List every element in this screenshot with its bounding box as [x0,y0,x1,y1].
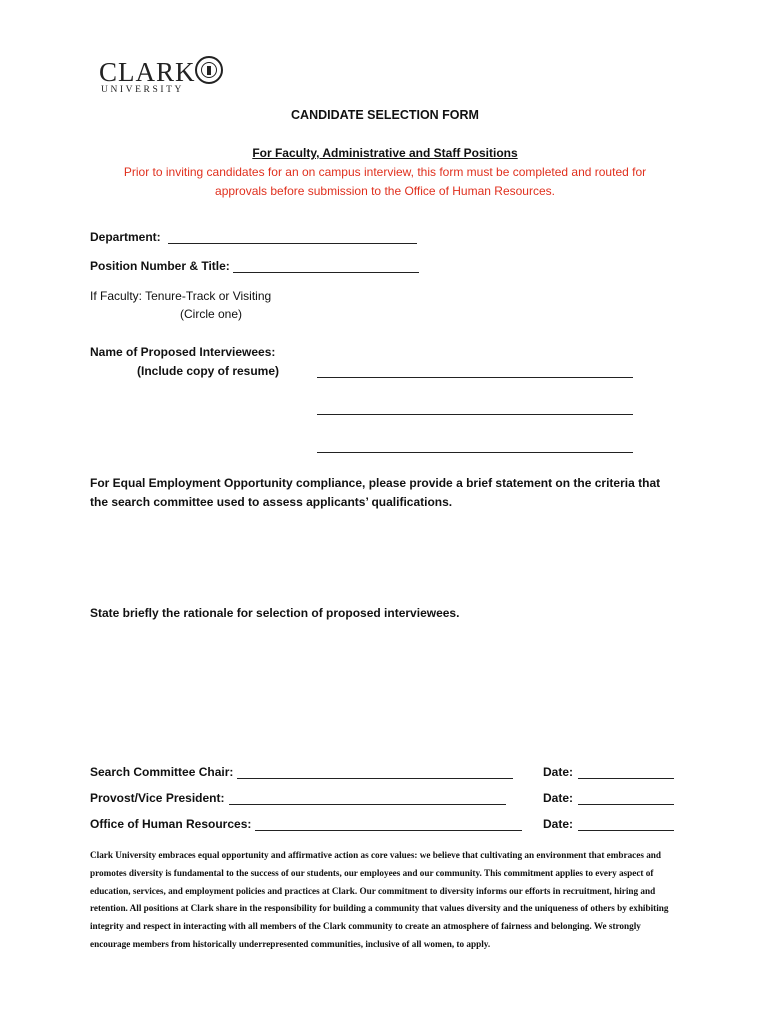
interviewee-field-2[interactable] [317,414,633,415]
provost-date-label: Date: [543,791,574,805]
hr-label: Office of Human Resources: [90,817,252,831]
routing-notice-line-1: Prior to inviting candidates for an on campus interview, this form must be completed and routed for [123,165,647,179]
logo-subtitle: UNIVERSITY [101,85,184,95]
chair-date-field[interactable] [578,778,674,779]
form-subtitle: For Faculty, Administrative and Staff Positions [252,146,518,160]
interviewee-field-3[interactable] [317,452,633,453]
diversity-statement: Clark University embraces equal opportunity and affirmative action as core values: we believe that cultivating an environment that embraces and promotes diversity is fundamental to the success of our students, our employees and our community. This commitment applies to every aspect of education, services, and employment policies and practices at Clark. Our commitment to diversity informs our efforts in recruitment, hiring and retention. All positions at Clark share in the responsibility for building a community that values diversity and the uniqueness of others by exhibiting integrity and respect in interacting with all members of the Clark community to create an atmosphere of fairness and belonging. We strongly encourage members from historically underrepresented communities, inclusive of all women, to apply. [90,850,669,949]
chair-signature-field[interactable] [237,778,513,779]
position-label: Position Number & Title: [90,259,230,273]
position-field[interactable] [233,272,419,273]
university-seal-icon [195,56,223,84]
faculty-type-hint: (Circle one) [180,307,243,321]
faculty-type-label: If Faculty: Tenure-Track or Visiting [90,289,272,303]
department-field[interactable] [168,243,417,244]
interviewee-field-1[interactable] [317,377,633,378]
chair-label: Search Committee Chair: [90,765,234,779]
clark-logo [99,56,229,96]
interviewees-hint: (Include copy of resume) [137,364,280,378]
provost-signature-field[interactable] [229,804,506,805]
logo-wordmark: CLARK [99,57,196,87]
rationale-question: State briefly the rationale for selection of proposed interviewees. [90,606,460,620]
chair-date-label: Date: [543,765,574,779]
hr-signature-field[interactable] [255,830,522,831]
interviewees-label: Name of Proposed Interviewees: [90,345,276,359]
hr-date-field[interactable] [578,830,674,831]
provost-label: Provost/Vice President: [90,791,225,805]
department-label: Department: [90,230,161,244]
hr-date-label: Date: [543,817,574,831]
routing-notice-line-2: approvals before submission to the Office of Human Resources. [215,184,555,198]
provost-date-field[interactable] [578,804,674,805]
form-title: CANDIDATE SELECTION FORM [291,108,479,122]
eeo-question: For Equal Employment Opportunity compliance, please provide a brief statement on the criteria that the search committee used to assess applicants’ qualifications. [90,476,661,509]
